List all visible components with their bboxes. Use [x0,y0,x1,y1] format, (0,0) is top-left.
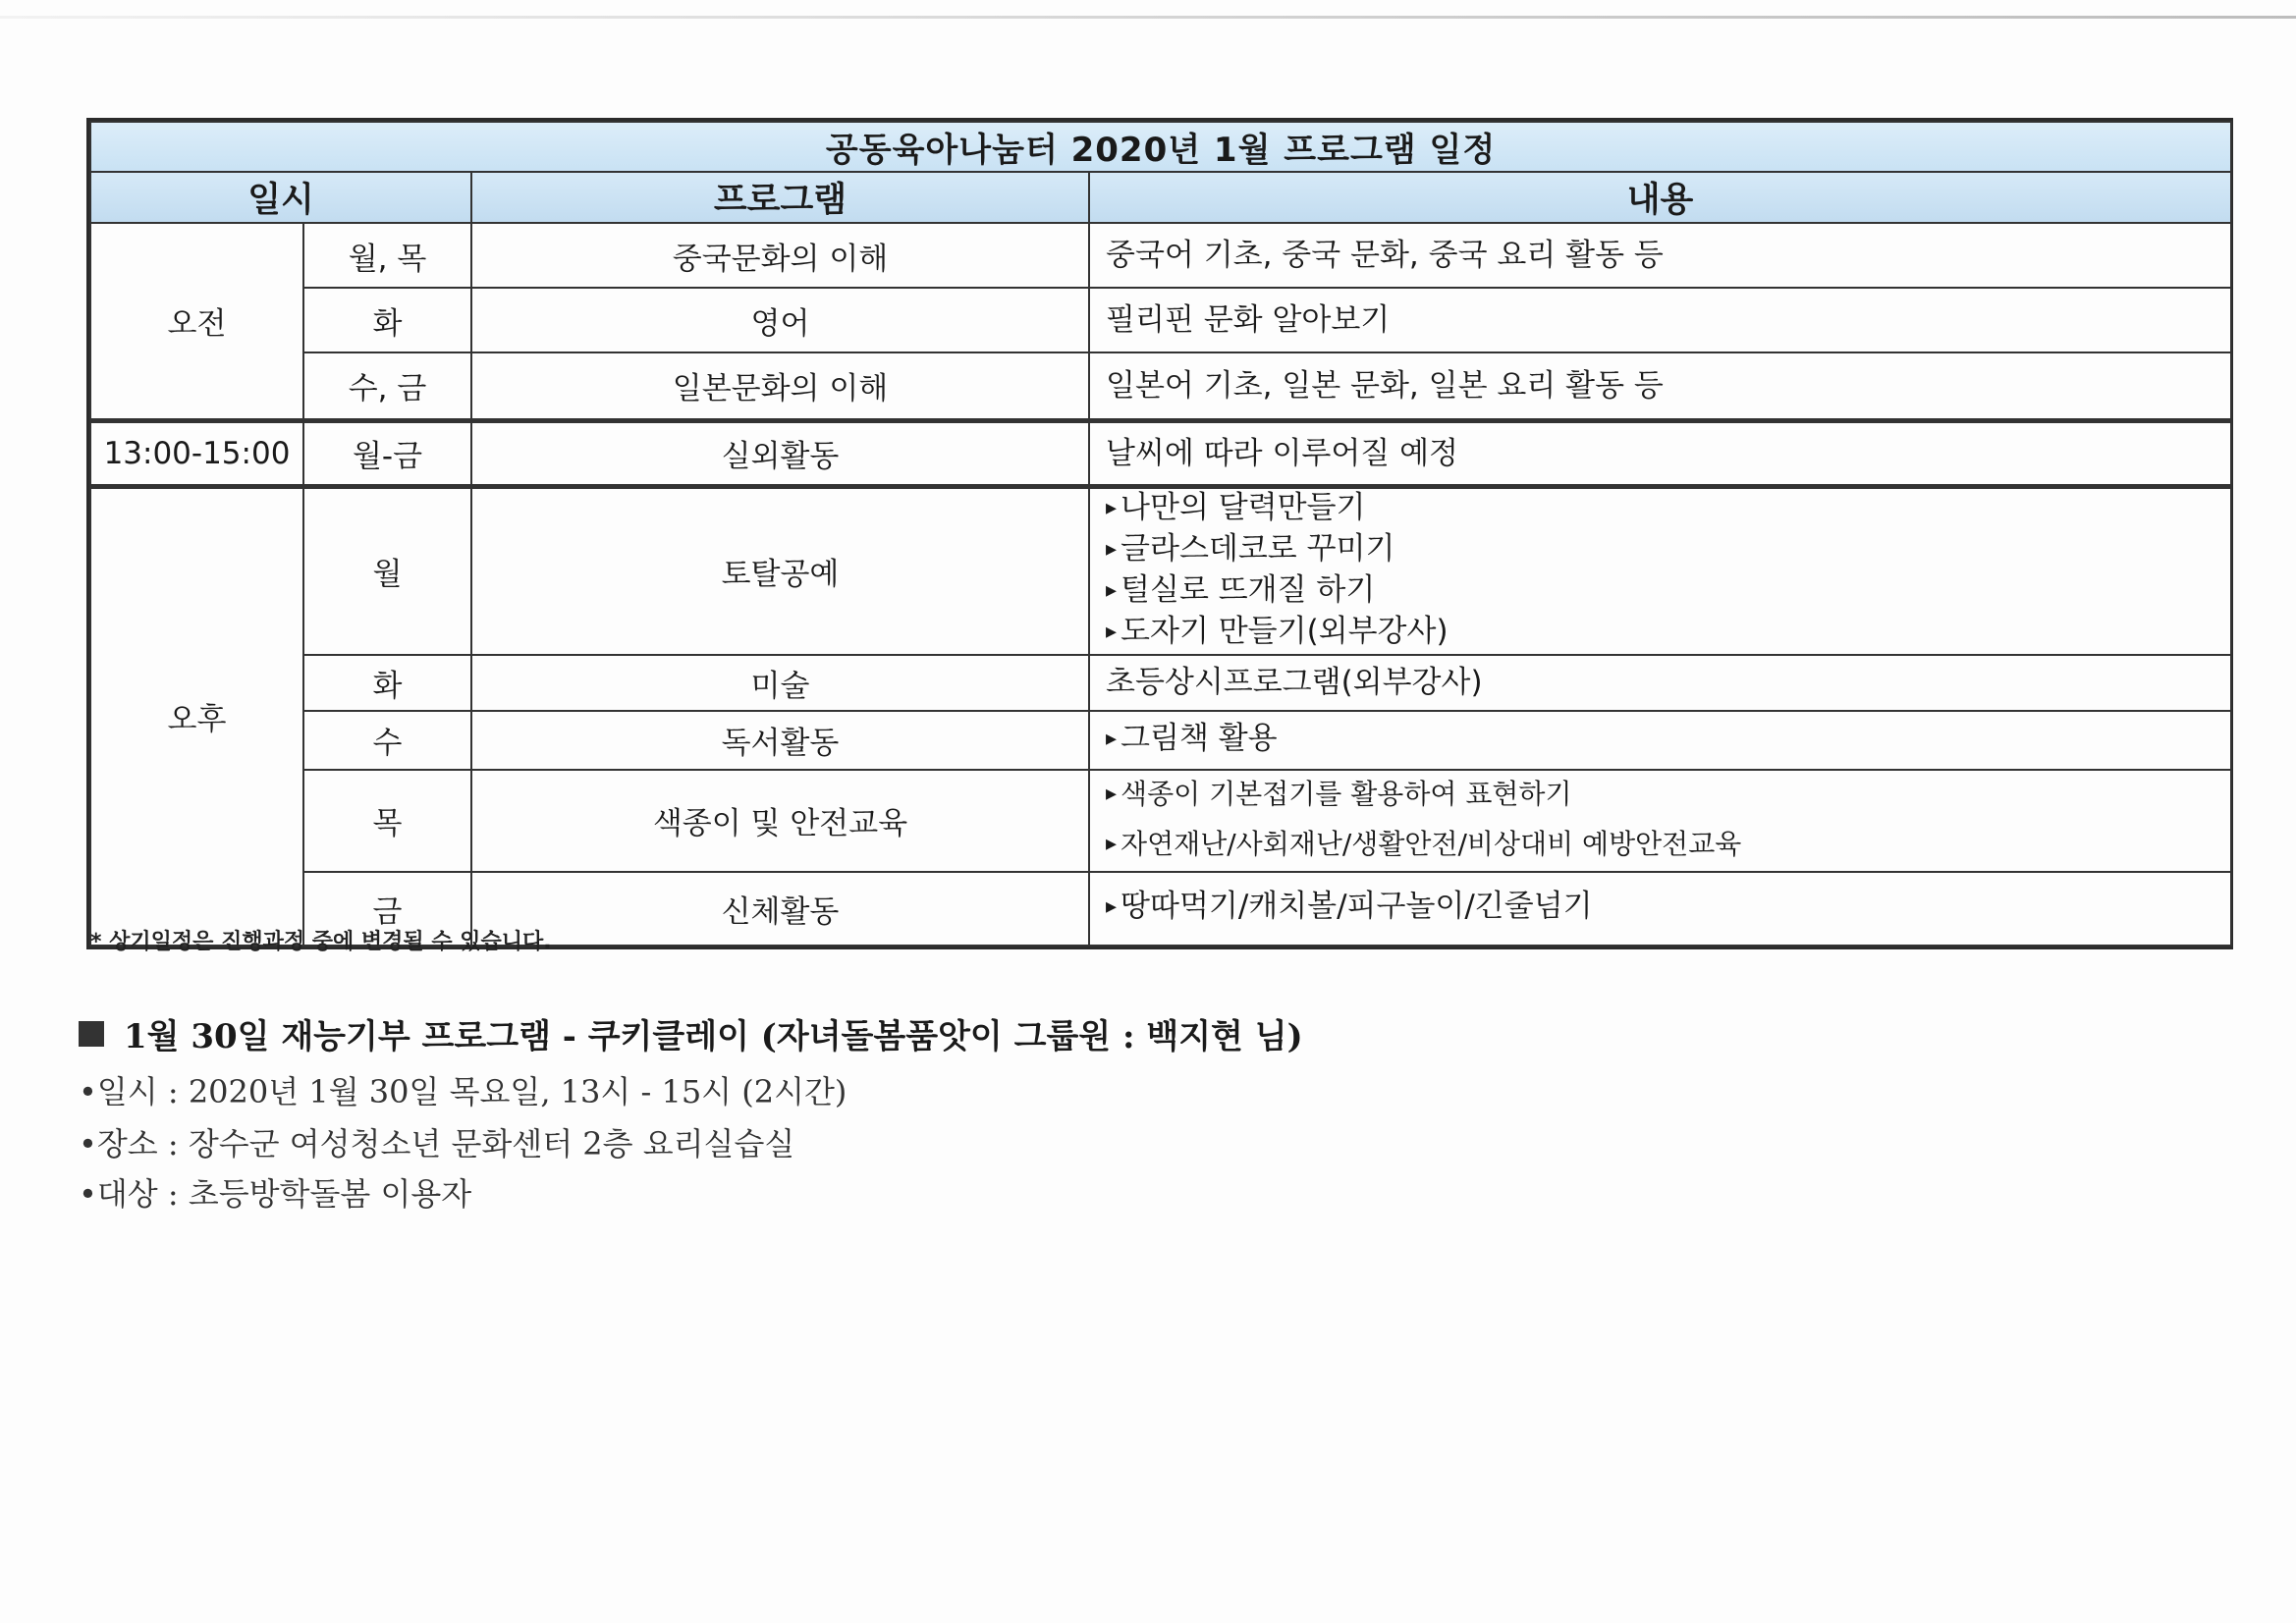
info-line: •일시 : 2020년 1월 30일 목요일, 13시 - 15시 (2시간) [79,1073,847,1110]
header-content: 내용 [1089,172,2231,223]
table-row [90,770,2231,872]
content-cell [1089,352,2231,420]
program-cell: 미술 [471,655,1089,711]
day-cell: 수 [303,711,471,770]
day-cell: 화 [303,655,471,711]
schedule-table-frame [86,118,2233,949]
content-line: ▸ 도자기 만들기(외부강사) [1106,613,2230,654]
content-cell [1089,711,2231,770]
content-cell [1089,223,2231,288]
table-row [90,352,2231,420]
content-line: ▸ 나만의 달력만들기 [1106,489,2230,530]
info-line: •장소 : 장수군 여성청소년 문화센터 2층 요리실습실 [79,1125,795,1163]
table-row [90,288,2231,352]
table-row [90,711,2231,770]
black-square-icon [79,1021,104,1047]
day-cell: 월-금 [303,420,471,486]
top-rule [0,16,2296,19]
content-cell [1089,770,2231,872]
content-line: 날씨에 따라 이루어질 예정 [1106,435,1458,471]
table-title: 공동육아나눔터 2020년 1월 프로그램 일정 [90,122,2231,172]
day-cell: 목 [303,770,471,872]
program-cell: 색종이 및 안전교육 [471,770,1089,872]
content-line: 필리핀 문화 알아보기 [1106,302,1391,338]
content-line: ▸ 자연재난/사회재난/생활안전/비상대비 예방안전교육 [1106,821,2230,871]
day-cell: 월, 목 [303,223,471,288]
content-line: ▸ 털실로 뜨개질 하기 [1106,571,2230,613]
content-line: ▸ 글라스데코로 꾸미기 [1106,530,2230,571]
program-cell: 토탈공예 [471,486,1089,655]
table-row [90,223,2231,288]
table-row [90,420,2231,486]
section-heading [79,1009,1303,1057]
info-line: •대상 : 초등방학돌봄 이용자 [79,1175,472,1213]
content-cell [1089,872,2231,946]
program-cell: 일본문화의 이해 [471,352,1089,420]
content-cell [1089,486,2231,655]
content-line: ▸ 땅따먹기/캐치볼/피구놀이/긴줄넘기 [1106,888,2230,929]
content-line: ▸ 그림책 활용 [1106,720,2230,761]
period-am: 오전 [90,223,303,420]
content-cell [1089,655,2231,711]
period-pm: 오후 [90,486,303,946]
table-row [90,655,2231,711]
content-line: 중국어 기초, 중국 문화, 중국 요리 활동 등 [1106,238,1664,273]
section-heading-text: 1월 30일 재능기부 프로그램 - 쿠키클레이 (자녀돌봄품앗이 그룹원 : 백지현 님) [124,1017,1303,1056]
content-line: 일본어 기초, 일본 문화, 일본 요리 활동 등 [1106,367,1664,404]
program-cell: 신체활동 [471,872,1089,946]
schedule-note: * 상기일정은 진행과정 중에 변경될 수 있습니다. [90,930,552,954]
program-cell: 독서활동 [471,711,1089,770]
time-cell: 13:00-15:00 [90,420,303,486]
day-cell: 금 [303,872,471,946]
program-cell: 영어 [471,288,1089,352]
program-cell: 실외활동 [471,420,1089,486]
header-program: 프로그램 [471,172,1089,223]
content-line: 초등상시프로그램(외부강사) [1106,665,1483,700]
content-cell [1089,420,2231,486]
day-cell: 수, 금 [303,352,471,420]
schedule-table [89,121,2232,947]
day-cell: 월 [303,486,471,655]
content-line: ▸ 색종이 기본접기를 활용하여 표현하기 [1106,771,2230,821]
program-cell: 중국문화의 이해 [471,223,1089,288]
day-cell: 화 [303,288,471,352]
table-row [90,486,2231,655]
header-date: 일시 [90,172,471,223]
content-cell [1089,288,2231,352]
